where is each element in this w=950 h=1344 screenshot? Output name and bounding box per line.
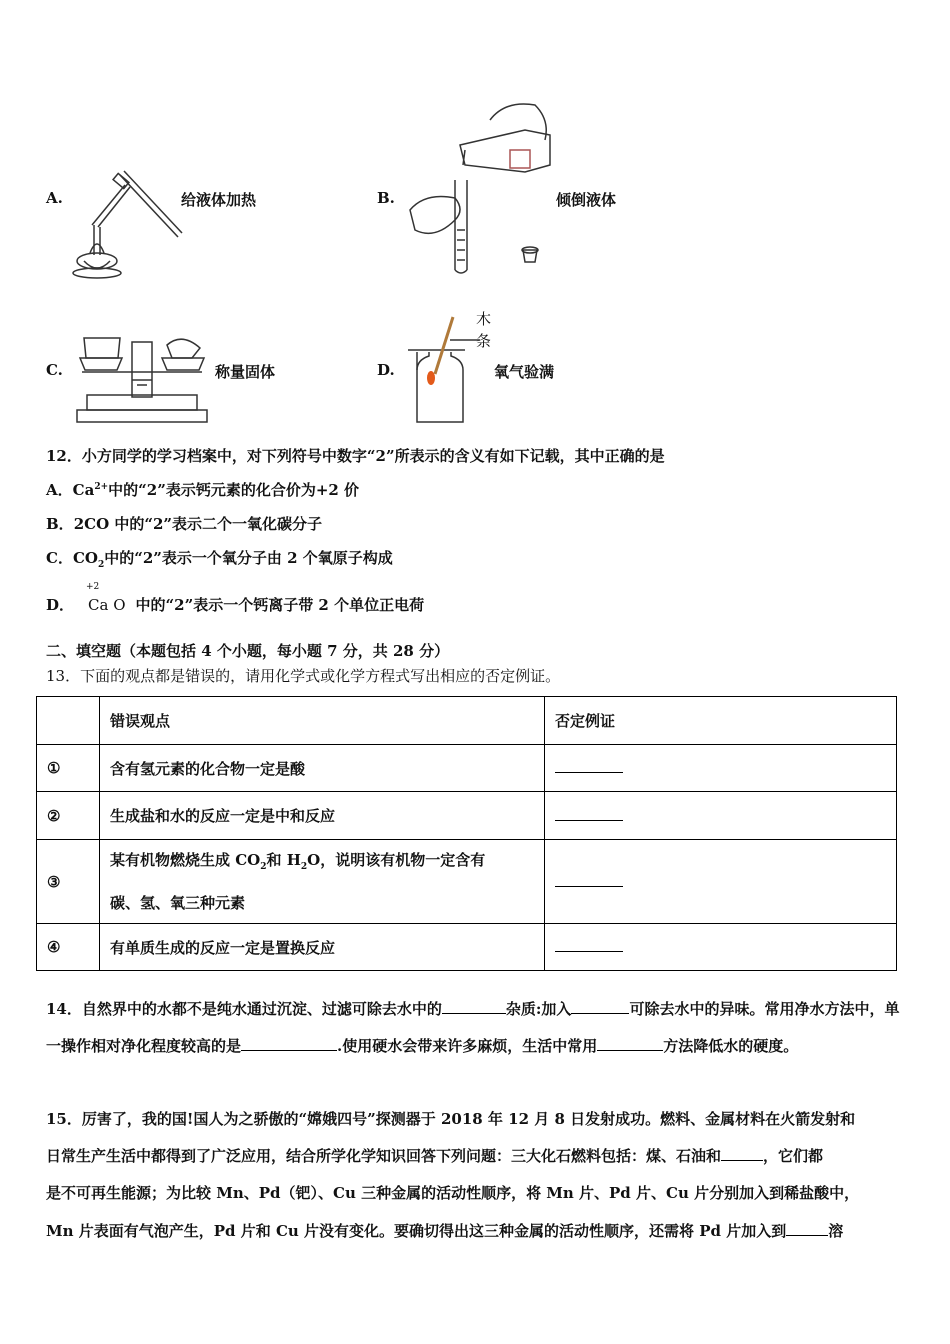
q12-option-b: B．2CO 中的“2”表示二个一氧化碳分子 [46,515,323,533]
answer-blank-cell[interactable] [545,792,897,840]
answer-blank-cell[interactable] [545,745,897,792]
row-view: 某有机物燃烧生成 $CO_2$和 $H_2O$，说明该有机物一定含有 碳、氢、氧三种元素 [100,840,545,924]
row-num: ① [37,745,100,792]
answer-blank[interactable] [571,1013,629,1014]
answer-blank-cell[interactable] [545,840,897,924]
q13-table [36,696,897,971]
heating-liquid-icon [70,165,185,280]
option-b-caption: 倾倒液体 [556,191,617,209]
table-row [37,792,897,840]
q15-line-1: 15．厉害了，我的国!国人为之骄傲的“嫦娥四号”探测器于 2018 年 12 月 8 日发射成功。燃料、金属材料在火箭发射和 [46,1110,856,1128]
row-view: 有单质生成的反应一定是置换反应 [100,924,545,971]
row-num: ② [37,792,100,840]
balance-scale-icon [72,330,212,425]
header-cell-num [37,697,100,745]
oxygen-test-icon [405,312,480,427]
option-d-caption: 氧气验满 [494,363,555,381]
q12-option-a: A．$Ca^{2+}$中的“2”表示钙元素的化合价为+2 价 [46,481,360,499]
q15-line-3: 是不可再生能源；为比较 Mn、Pd（钯）、Cu 三种金属的活动性顺序，将 Mn 片、Pd 片、Cu 片分别加入到稀盐酸中， [46,1184,860,1202]
q13-stem: 13．下面的观点都是错误的，请用化学式或化学方程式写出相应的否定例证。 [46,667,561,685]
pouring-liquid-icon [405,100,555,275]
wood-stick-label-top: 木 [476,310,492,328]
q14-paragraph: 14．自然界中的水都不是纯水通过沉淀、过滤可除去水中的 杂质:加入 可除去水中的异味。常用净水方法中，单一操作相对净化程度较高的是 .使用硬水会带来许多麻烦，生活中常用 方法降低水的硬度。 [46,1000,900,1055]
table-header-row [37,697,897,745]
row-view: 含有氢元素的化合物一定是酸 [100,745,545,792]
answer-blank[interactable] [786,1235,828,1236]
q12-option-c: C．$CO_2$中的“2”表示一个氧分子由 2 个氧原子构成 [46,549,393,570]
header-cell-example: 否定例证 [545,697,897,745]
answer-blank[interactable] [597,1050,663,1051]
option-d-letter: D. [377,361,395,379]
answer-blank[interactable] [442,1013,506,1014]
q15-line-4: Mn 片表面有气泡产生，Pd 片和 Cu 片没有变化。要确切得出这三种金属的活动性顺序，还需将 Pd 片加入到 溶 [46,1222,844,1240]
answer-blank-cell[interactable] [545,924,897,971]
section-heading: 二、填空题（本题包括 4 个小题，每小题 7 分，共 28 分） [46,642,450,660]
q12-d-valence: +2 [86,582,100,592]
option-a-letter: A. [46,189,63,207]
table-row [37,924,897,971]
wood-stick-label-bottom: 条 [476,332,492,350]
option-b-letter: B. [377,189,395,207]
row-num: ③ [37,840,100,924]
answer-blank[interactable] [241,1050,337,1051]
table-row [37,745,897,792]
table-row [37,840,897,924]
row-view: 生成盐和水的反应一定是中和反应 [100,792,545,840]
q12-stem: 12．小方同学的学习档案中，对下列符号中数字“2”所表示的含义有如下记载，其中正确的是 [46,447,665,465]
option-a-caption: 给液体加热 [181,191,257,209]
q15-line-2: 日常生产生活中都得到了广泛应用，结合所学化学知识回答下列问题：三大化石燃料包括：煤、石油和 ，它们都 [46,1147,824,1165]
option-c-caption: 称量固体 [215,363,276,381]
option-c-letter: C. [46,361,63,379]
q12-option-d: D． Ca O 中的“2”表示一个钙离子带 2 个单位正电荷 [46,596,425,614]
answer-blank[interactable] [721,1160,763,1161]
row-num: ④ [37,924,100,971]
header-cell-view: 错误观点 [100,697,545,745]
